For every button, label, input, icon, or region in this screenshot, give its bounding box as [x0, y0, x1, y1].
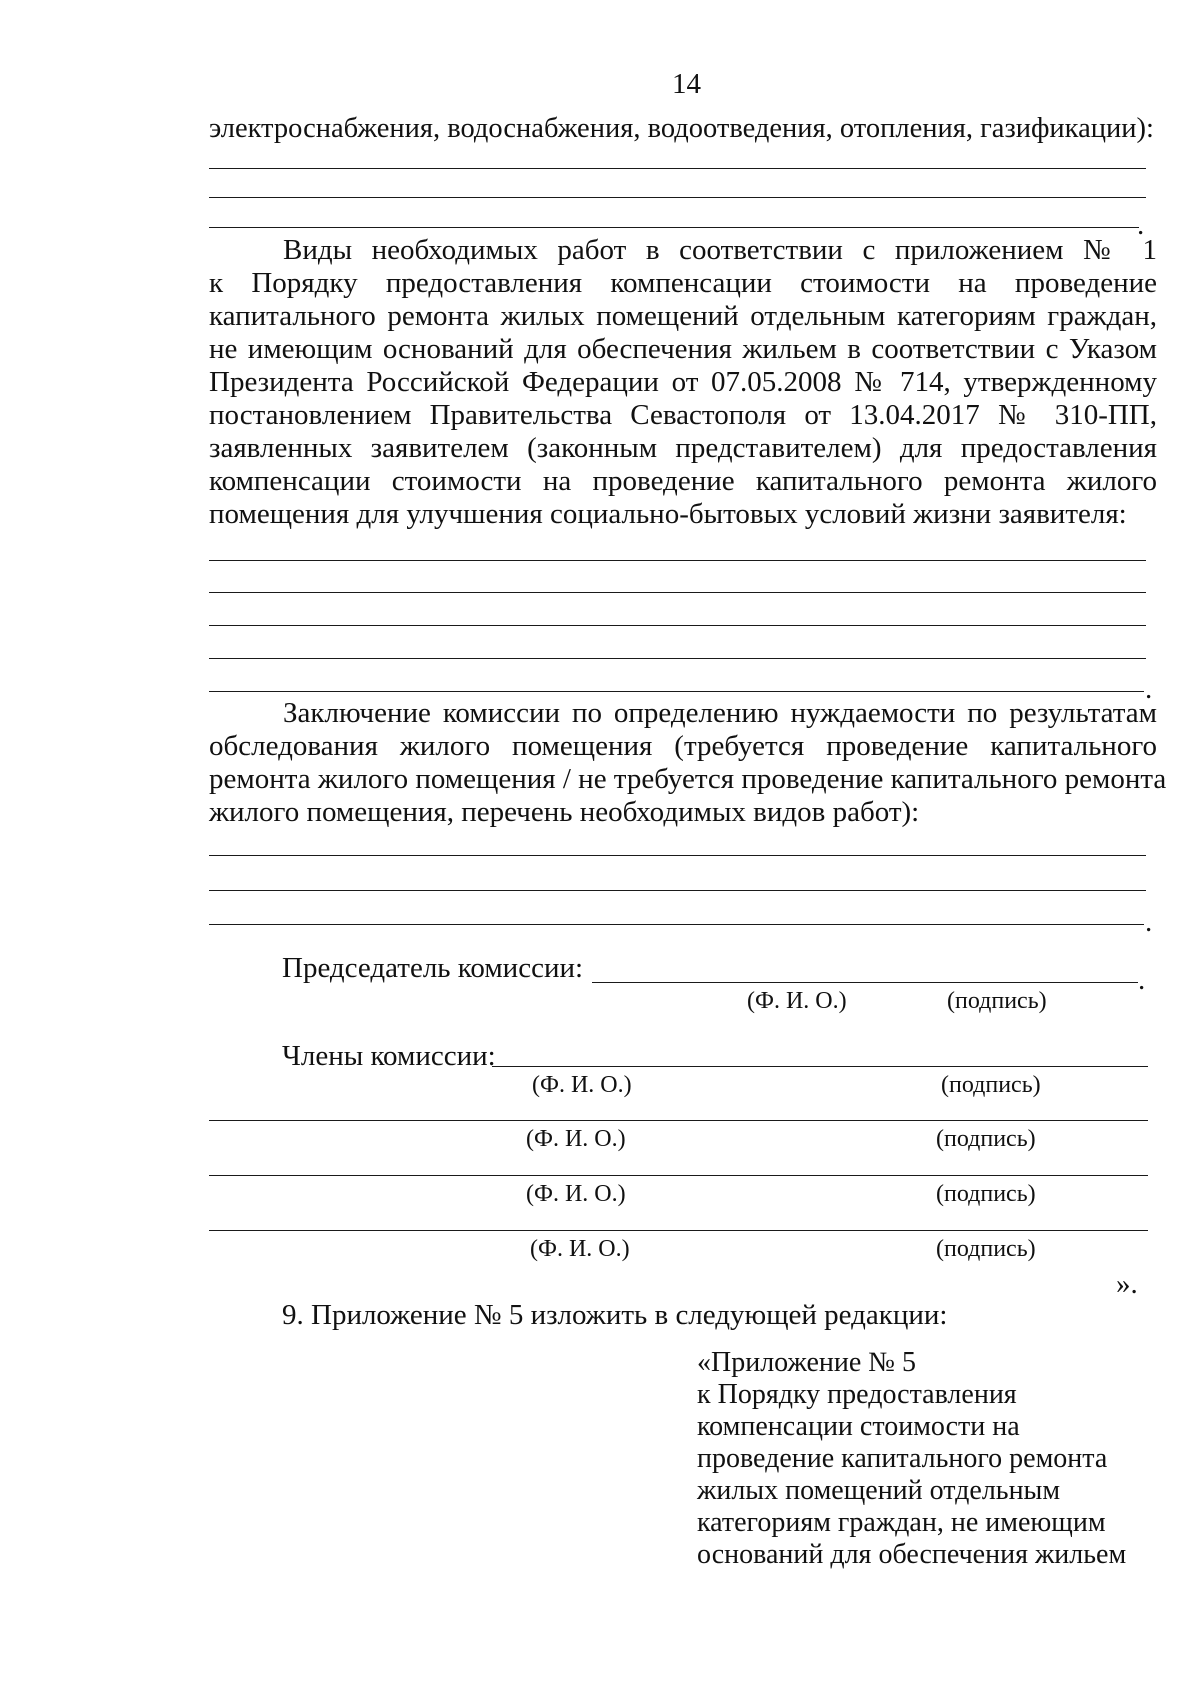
works-paragraph-line: заявленных заявителем (законным представителем) для предоставления [209, 432, 1157, 464]
blank-line [209, 658, 1146, 659]
appendix-header-line: оснований для обеспечения жильем [697, 1539, 1127, 1570]
appendix-header-line: категориям граждан, не имеющим [697, 1507, 1106, 1538]
signature-caption: (подпись) [947, 988, 1047, 1014]
member-signature-line [492, 1066, 1148, 1067]
chairman-label: Председатель комиссии: [282, 952, 584, 984]
item-9: 9. Приложение № 5 изложить в следующей редакции: [282, 1299, 948, 1331]
blank-line [209, 924, 1144, 925]
member-signature-line [209, 1175, 1148, 1176]
blank-line [209, 227, 1139, 228]
works-paragraph-line: к Порядку предоставления компенсации стоимости на проведение [209, 267, 1157, 299]
blank-line [209, 625, 1146, 626]
appendix-header-line: проведение капитального ремонта [697, 1443, 1108, 1474]
fio-caption: (Ф. И. О.) [530, 1236, 630, 1262]
line-end-period: . [1145, 906, 1153, 938]
line-end-period: . [1137, 209, 1145, 241]
blank-line [209, 890, 1146, 891]
line-end-period: . [1145, 673, 1153, 705]
works-paragraph-line: компенсации стоимости на проведение капитального ремонта жилого [209, 465, 1157, 497]
works-paragraph-line: помещения для улучшения социально-бытовых условий жизни заявителя: [209, 498, 1127, 530]
blank-line [209, 691, 1144, 692]
works-paragraph-line: Виды необходимых работ в соответствии с приложением № 1 [283, 234, 1157, 266]
closing-quote: ». [1116, 1268, 1138, 1300]
page-number: 14 [672, 68, 701, 100]
works-paragraph-line: не имеющим оснований для обеспечения жильем в соответствии с Указом [209, 333, 1157, 365]
fio-caption: (Ф. И. О.) [526, 1126, 626, 1152]
signature-caption: (подпись) [936, 1181, 1036, 1207]
intro-line: электроснабжения, водоснабжения, водоотведения, отопления, газификации): [209, 113, 1154, 144]
blank-line [209, 168, 1146, 169]
fio-caption: (Ф. И. О.) [526, 1181, 626, 1207]
blank-line [209, 560, 1146, 561]
conclusion-paragraph-line: Заключение комиссии по определению нуждаемости по результатам [283, 697, 1157, 729]
member-signature-line [209, 1230, 1148, 1231]
conclusion-paragraph-line: ремонта жилого помещения / не требуется проведение капитального ремонта [209, 763, 1167, 795]
line-end-period: . [1138, 964, 1146, 996]
conclusion-paragraph-line: жилого помещения, перечень необходимых видов работ): [209, 796, 920, 828]
appendix-header-line: жилых помещений отдельным [697, 1475, 1061, 1506]
appendix-header-line: компенсации стоимости на [697, 1411, 1020, 1442]
signature-caption: (подпись) [936, 1126, 1036, 1152]
chairman-signature-line [592, 982, 1138, 983]
appendix-header-line: «Приложение № 5 [697, 1347, 916, 1378]
members-label: Члены комиссии: [282, 1040, 496, 1072]
blank-line [209, 197, 1146, 198]
blank-line [209, 855, 1146, 856]
conclusion-paragraph-line: обследования жилого помещения (требуется проведение капитального [209, 730, 1157, 762]
signature-caption: (подпись) [936, 1236, 1036, 1262]
works-paragraph-line: капитального ремонта жилых помещений отдельным категориям граждан, [209, 300, 1157, 332]
fio-caption: (Ф. И. О.) [747, 988, 847, 1014]
signature-caption: (подпись) [941, 1072, 1041, 1098]
member-signature-line [209, 1120, 1148, 1121]
blank-line [209, 592, 1146, 593]
fio-caption: (Ф. И. О.) [532, 1072, 632, 1098]
works-paragraph-line: Президента Российской Федерации от 07.05.2008 № 714, утвержденному [209, 366, 1157, 398]
works-paragraph-line: постановлением Правительства Севастополя от 13.04.2017 № 310-ПП, [209, 399, 1157, 431]
appendix-header-line: к Порядку предоставления [697, 1379, 1017, 1410]
